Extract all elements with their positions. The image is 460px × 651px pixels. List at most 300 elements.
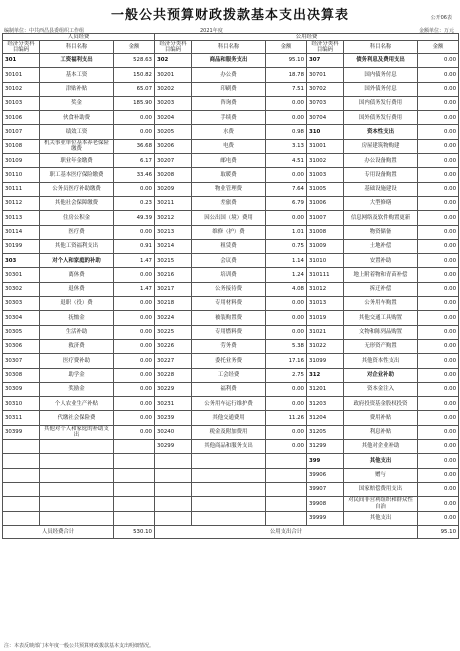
amount-cell: 0.00 [418,239,459,253]
code-cell: 30240 [155,425,192,439]
name-cell: 其他商品和服务支出 [192,440,266,454]
name-cell: 物业管理费 [192,182,266,196]
amount-cell: 0.98 [266,125,307,139]
amount-cell: 0.00 [114,182,155,196]
code-cell: 30399 [3,425,40,439]
amount-cell: 0.00 [418,325,459,339]
name-cell [192,482,266,496]
amount-cell: 0.00 [114,325,155,339]
name-cell [40,454,114,468]
amount-cell: 33.46 [114,168,155,182]
amount-cell: 0.91 [114,239,155,253]
name-cell: 退职（役）费 [40,297,114,311]
amount-cell: 0.00 [418,168,459,182]
amount-cell: 1.24 [266,268,307,282]
amount-cell [266,482,307,496]
code-cell: 31005 [307,182,344,196]
name-cell: 公务用车购置 [344,297,418,311]
code-cell: 30109 [3,154,40,168]
name-cell: 基础设施建设 [344,182,418,196]
name-cell: 其他社会保障缴费 [40,196,114,210]
amount-cell: 0.00 [418,468,459,482]
code-cell: 30703 [307,96,344,110]
amount-cell: 0.00 [418,54,459,68]
table-row [3,182,459,196]
amount-cell: 0.00 [418,82,459,96]
public-header: 公用经费 [155,34,459,41]
name-cell: 绩效工资 [40,125,114,139]
amount-cell: 0.00 [114,111,155,125]
code-cell: 30307 [3,354,40,368]
code-cell: 30229 [155,382,192,396]
name-cell [192,468,266,482]
code-cell: 30301 [3,268,40,282]
table-row [3,268,459,282]
name-cell: 医疗费 [40,225,114,239]
amount-cell: 0.00 [418,282,459,296]
name-cell: 对民间非营利组织和群众性自治 [344,497,418,511]
table-row [3,211,459,225]
amount-cell: 0.00 [114,297,155,311]
code-cell: 30101 [3,68,40,82]
code-cell: 30202 [155,82,192,96]
amount-cell: 4.51 [266,154,307,168]
name-cell: 其他工资福利支出 [40,239,114,253]
amount-cell: 150.82 [114,68,155,82]
name-cell: 劳务费 [192,339,266,353]
amount-cell [266,511,307,525]
report-title: 一般公共预算财政拨款基本支出决算表 [110,8,349,23]
code-cell: 30306 [3,339,40,353]
personnel-header: 人员经费 [3,34,155,41]
amount-cell: 0.00 [266,382,307,396]
name-cell: 电费 [192,139,266,153]
amount-cell: 0.00 [114,354,155,368]
table-row [3,168,459,182]
amount-cell: 17.16 [266,354,307,368]
code-cell: 39906 [307,468,344,482]
name-cell: 大型修缮 [344,196,418,210]
amount-cell: 49.39 [114,211,155,225]
code-cell: 30209 [155,182,192,196]
code-cell: 30217 [155,282,192,296]
code-cell: 30205 [155,125,192,139]
code-cell: 310 [307,125,344,139]
name-cell: 其他支出 [344,511,418,525]
code-cell: 30203 [155,96,192,110]
amount-cell [266,454,307,468]
amount-cell: 0.00 [418,354,459,368]
money-unit: 金额单位：万元 [418,28,454,34]
code-cell: 31099 [307,354,344,368]
amount-cell: 0.00 [266,425,307,439]
name-header: 科目名称 [40,41,114,54]
name-cell: 手续费 [192,111,266,125]
code-cell: 30304 [3,311,40,325]
amount-cell: 5.38 [266,339,307,353]
amount-cell: 1.01 [266,225,307,239]
name-cell: 水费 [192,125,266,139]
code-cell [3,497,40,511]
amount-cell [266,497,307,511]
code-cell: 30231 [155,397,192,411]
amount-cell: 0.00 [418,211,459,225]
code-cell: 30201 [155,68,192,82]
name-cell: 公务员医疗补助缴费 [40,182,114,196]
code-cell [155,497,192,511]
amount-cell: 0.00 [418,111,459,125]
code-cell: 31204 [307,411,344,425]
amount-cell: 0.00 [114,382,155,396]
code-cell: 30227 [155,354,192,368]
code-cell: 30310 [3,397,40,411]
amount-cell: 0.00 [418,139,459,153]
table-row [3,454,459,468]
amount-cell: 0.00 [114,425,155,439]
name-cell: 债务利息及费用支出 [344,54,418,68]
name-cell: 政府投资基金股权投资 [344,397,418,411]
amount-header: 金额 [418,41,459,54]
code-cell: 30204 [155,111,192,125]
amount-cell: 95.10 [266,54,307,68]
name-cell: 专用设备购置 [344,168,418,182]
footnote: 注：本表反映部门本年度一般公共预算财政拨款基本支出明细情况。 [4,643,155,649]
code-cell: 312 [307,368,344,382]
name-cell: 公务接待费 [192,282,266,296]
name-cell: 工资福利支出 [40,54,114,68]
code-cell [3,468,40,482]
code-cell: 30114 [3,225,40,239]
amount-cell: 0.00 [418,225,459,239]
code-cell: 30311 [3,411,40,425]
name-cell [40,440,114,454]
name-cell [192,497,266,511]
table-row [3,411,459,425]
code-header: 经济分类科目编码 [307,41,344,54]
code-cell: 30702 [307,82,344,96]
name-cell: 被装购置费 [192,311,266,325]
code-cell: 30207 [155,154,192,168]
name-cell: 国内债务付息 [344,68,418,82]
amount-cell: 0.00 [266,211,307,225]
name-cell: 物资储备 [344,225,418,239]
amount-cell: 528.63 [114,54,155,68]
name-cell: 救济费 [40,339,114,353]
table-row [3,354,459,368]
expenditure-table [2,33,459,539]
name-cell: 其他支出 [344,454,418,468]
name-cell: 国外债务发行费用 [344,111,418,125]
code-cell: 30215 [155,254,192,268]
table-row [3,339,459,353]
amount-cell: 0.00 [114,339,155,353]
amount-cell: 0.00 [266,440,307,454]
table-row [3,82,459,96]
table-row [3,139,459,153]
name-cell: 商品和服务支出 [192,54,266,68]
amount-cell: 0.00 [114,411,155,425]
code-cell: 31022 [307,339,344,353]
name-cell: 其他交通工具购置 [344,311,418,325]
name-cell: 维修（护）费 [192,225,266,239]
amount-cell: 6.79 [266,196,307,210]
code-cell: 30303 [3,297,40,311]
code-cell: 31009 [307,239,344,253]
code-cell: 30110 [3,168,40,182]
report-year: 2021年度 [200,28,223,34]
amount-cell [114,440,155,454]
code-cell: 30228 [155,368,192,382]
amount-cell: 0.00 [266,397,307,411]
code-cell: 301 [3,54,40,68]
name-cell: 伙食补助费 [40,111,114,125]
name-cell: 费用补贴 [344,411,418,425]
amount-cell: 0.00 [418,368,459,382]
amount-cell: 0.00 [418,425,459,439]
amount-cell: 0.00 [418,497,459,511]
public-total-amount: 95.10 [418,525,459,538]
code-cell: 39908 [307,497,344,511]
name-cell [192,454,266,468]
code-cell: 39999 [307,511,344,525]
totals-row [3,525,459,538]
name-cell: 对企业补助 [344,368,418,382]
amount-cell: 0.00 [418,125,459,139]
name-cell: 生活补助 [40,325,114,339]
name-cell: 租赁费 [192,239,266,253]
public-total-label: 公用支出合计 [155,525,418,538]
name-cell: 取暖费 [192,168,266,182]
code-cell: 31205 [307,425,344,439]
table-row [3,311,459,325]
amount-cell: 1.47 [114,282,155,296]
code-cell: 31013 [307,297,344,311]
amount-cell: 0.00 [114,225,155,239]
code-cell: 30299 [155,440,192,454]
name-cell: 津贴补贴 [40,82,114,96]
amount-cell: 0.00 [418,96,459,110]
amount-cell: 4.08 [266,282,307,296]
name-cell [40,497,114,511]
amount-cell [114,511,155,525]
amount-cell [266,468,307,482]
code-cell: 30216 [155,268,192,282]
amount-cell: 0.00 [266,168,307,182]
amount-cell: 65.07 [114,82,155,96]
amount-cell: 0.00 [418,196,459,210]
code-cell: 30309 [3,382,40,396]
name-cell: 文物和陈列品购置 [344,325,418,339]
name-cell: 医疗费补助 [40,354,114,368]
name-cell: 离休费 [40,268,114,282]
code-cell: 31012 [307,282,344,296]
amount-cell: 0.00 [418,482,459,496]
code-cell: 30212 [155,211,192,225]
amount-cell: 0.00 [114,397,155,411]
table-row [3,254,459,268]
code-cell [3,454,40,468]
code-cell: 310111 [307,268,344,282]
amount-cell: 0.00 [266,325,307,339]
name-cell: 对个人和家庭的补助 [40,254,114,268]
name-cell: 拆迁补偿 [344,282,418,296]
code-cell [155,482,192,496]
table-row [3,425,459,439]
personnel-total-amount: 530.10 [114,525,155,538]
amount-cell: 0.00 [418,440,459,454]
code-cell: 302 [155,54,192,68]
code-cell: 30108 [3,139,40,153]
name-cell: 办公费 [192,68,266,82]
name-cell [40,511,114,525]
name-cell: 赠与 [344,468,418,482]
code-cell: 30211 [155,196,192,210]
name-cell: 委托业务费 [192,354,266,368]
code-cell: 30308 [3,368,40,382]
amount-cell [114,468,155,482]
name-cell: 奖励金 [40,382,114,396]
form-number: 公开06表 [430,15,452,21]
name-cell: 安置补助 [344,254,418,268]
code-cell: 31007 [307,211,344,225]
code-cell: 30199 [3,239,40,253]
name-cell: 咨询费 [192,96,266,110]
code-cell: 31003 [307,168,344,182]
amount-cell: 0.00 [418,397,459,411]
table-row [3,440,459,454]
amount-cell: 0.00 [114,368,155,382]
code-cell: 31006 [307,196,344,210]
table-row [3,325,459,339]
name-cell: 办公设备购置 [344,154,418,168]
amount-cell: 0.00 [266,311,307,325]
amount-cell: 185.90 [114,96,155,110]
name-cell: 职业年金缴费 [40,154,114,168]
code-cell [155,454,192,468]
code-cell: 31299 [307,440,344,454]
amount-cell: 0.00 [114,125,155,139]
name-cell: 因公出国（境）费用 [192,211,266,225]
code-cell: 30701 [307,68,344,82]
name-cell: 信息网络及软件购置更新 [344,211,418,225]
code-header: 经济分类科目编码 [3,41,40,54]
code-cell: 30218 [155,297,192,311]
name-cell: 代缴社会保险费 [40,411,114,425]
name-cell: 培训费 [192,268,266,282]
amount-cell: 0.00 [418,511,459,525]
code-cell: 30704 [307,111,344,125]
amount-cell [114,497,155,511]
code-cell: 31019 [307,311,344,325]
code-cell [3,511,40,525]
code-cell: 31002 [307,154,344,168]
name-cell: 公务用车运行维护费 [192,397,266,411]
code-cell [155,511,192,525]
amount-cell: 2.75 [266,368,307,382]
table-row [3,468,459,482]
name-cell: 抚恤金 [40,311,114,325]
table-row [3,282,459,296]
table-row [3,297,459,311]
table-row [3,225,459,239]
code-cell: 30305 [3,325,40,339]
name-cell: 土地补偿 [344,239,418,253]
table-row [3,96,459,110]
name-cell: 福利费 [192,382,266,396]
name-header: 科目名称 [192,41,266,54]
name-cell [40,468,114,482]
amount-cell: 11.26 [266,411,307,425]
name-cell: 基本工资 [40,68,114,82]
table-row [3,397,459,411]
name-cell: 资本性支出 [344,125,418,139]
table-body [3,54,459,526]
name-cell: 无形资产购置 [344,339,418,353]
code-cell: 30302 [3,282,40,296]
table-row [3,482,459,496]
name-cell: 房屋建筑物购建 [344,139,418,153]
code-cell: 30224 [155,311,192,325]
name-cell: 机关事业单位基本养老保险缴费 [40,139,114,153]
code-cell: 30111 [3,182,40,196]
code-cell: 30226 [155,339,192,353]
name-cell [40,482,114,496]
table-row [3,382,459,396]
name-cell [192,511,266,525]
name-cell: 国外债务付息 [344,82,418,96]
amount-cell: 0.00 [266,96,307,110]
amount-header: 金额 [114,41,155,54]
name-cell: 会议费 [192,254,266,268]
name-cell: 专用材料费 [192,297,266,311]
code-cell: 31001 [307,139,344,153]
code-header: 经济分类科目编码 [155,41,192,54]
name-cell: 差旅费 [192,196,266,210]
name-cell: 其他对企业补助 [344,440,418,454]
name-cell: 国家赔偿费用支出 [344,482,418,496]
amount-header: 金额 [266,41,307,54]
table-row [3,111,459,125]
name-header: 科目名称 [344,41,418,54]
name-cell: 退休费 [40,282,114,296]
code-cell: 30214 [155,239,192,253]
name-cell: 住房公积金 [40,211,114,225]
code-cell [155,468,192,482]
unit-label: 编制单位：中共西昌县委组织工作组 [4,28,85,34]
name-cell: 地上附着物和青苗补偿 [344,268,418,282]
amount-cell: 0.00 [114,268,155,282]
amount-cell: 0.00 [266,111,307,125]
name-cell: 其他交通费用 [192,411,266,425]
amount-cell: 0.00 [418,411,459,425]
amount-cell: 0.00 [418,339,459,353]
name-cell: 国内债务发行费用 [344,96,418,110]
code-cell: 31201 [307,382,344,396]
name-cell: 专用燃料费 [192,325,266,339]
amount-cell: 1.14 [266,254,307,268]
amount-cell: 0.00 [418,154,459,168]
amount-cell: 0.00 [418,382,459,396]
code-cell: 39907 [307,482,344,496]
name-cell: 其他资本性支出 [344,354,418,368]
amount-cell [114,482,155,496]
code-cell [3,482,40,496]
code-cell: 399 [307,454,344,468]
code-cell: 303 [3,254,40,268]
amount-cell [114,454,155,468]
code-cell: 31010 [307,254,344,268]
code-cell: 30102 [3,82,40,96]
